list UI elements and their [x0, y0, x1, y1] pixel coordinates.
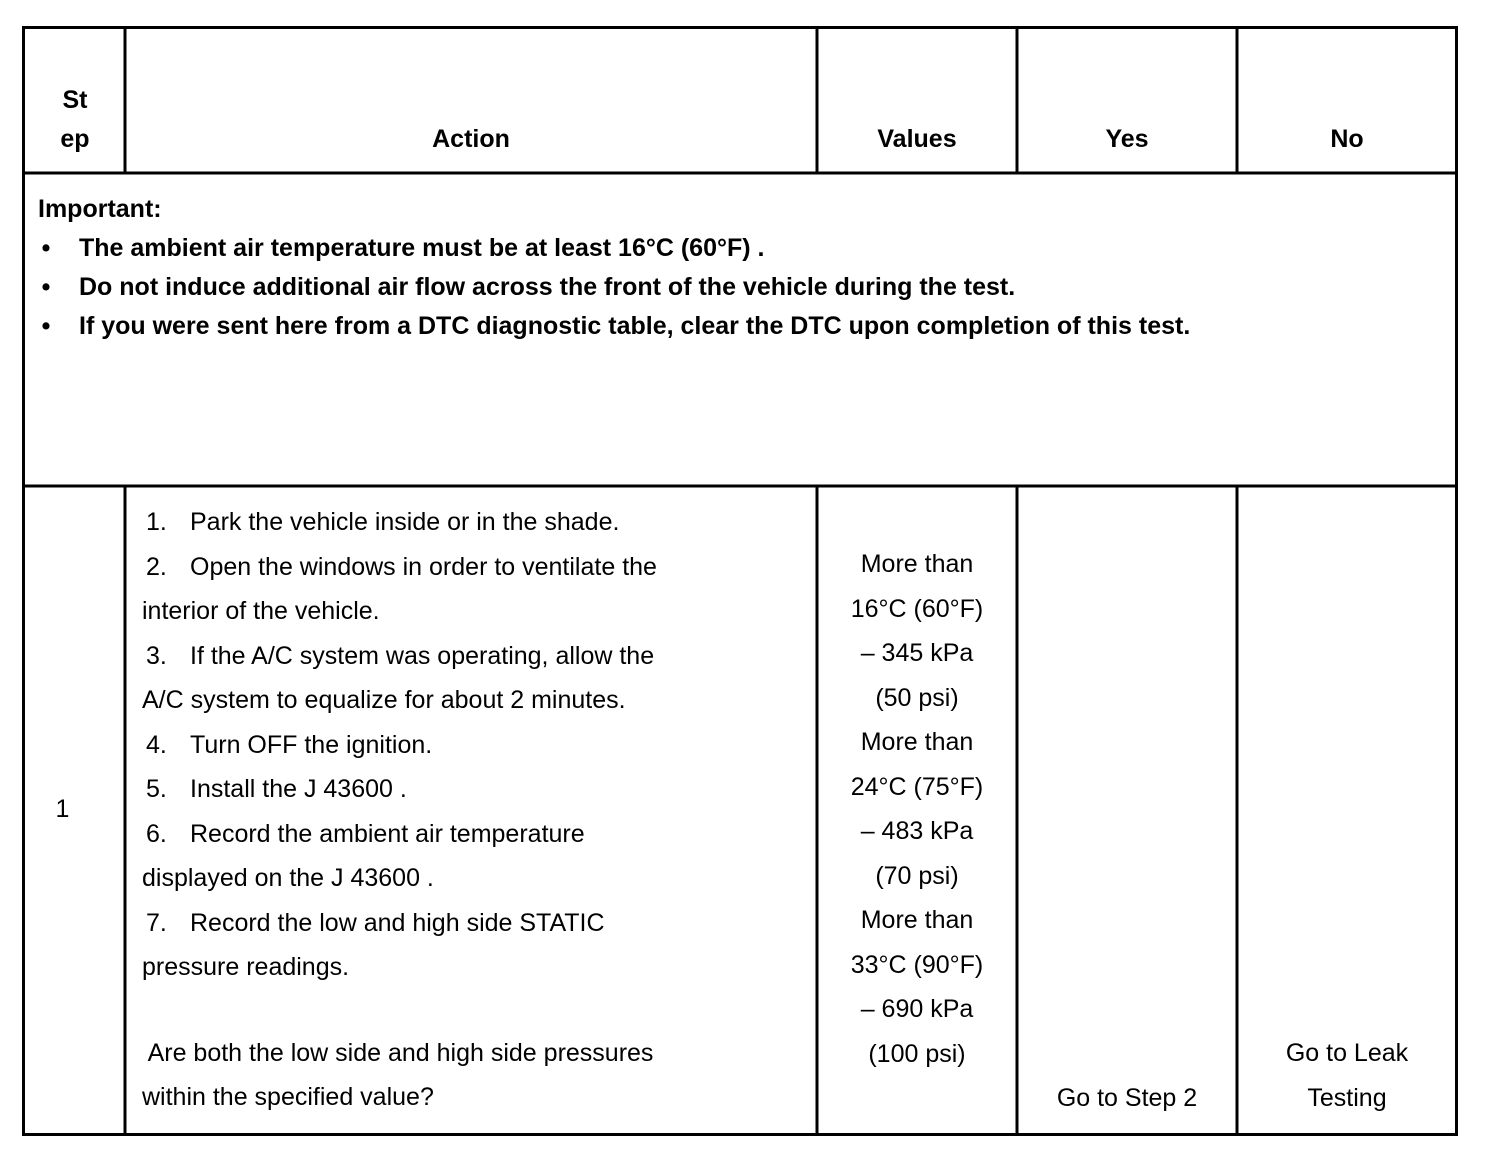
action-line-text: interior of the vehicle. [142, 597, 380, 625]
action-line-text: Install the J 43600 . [190, 775, 407, 803]
action-line [142, 856, 807, 901]
important-bullet-text: If you were sent here from a DTC diagnostic table, clear the DTC upon completion of this test. [79, 312, 1191, 340]
header-action: Action [432, 125, 510, 153]
action-line [142, 678, 807, 723]
value-line: – 483 kPa [860, 817, 974, 845]
action-line-text: A/C system to equalize for about 2 minutes. [142, 686, 626, 714]
step-no-line: Go to Leak [1285, 1039, 1409, 1067]
bullet-icon: • [41, 234, 51, 262]
action-line-text: If the A/C system was operating, allow the [190, 641, 655, 670]
action-line [142, 901, 807, 946]
action-line-text: pressure readings. [142, 953, 350, 981]
step-values [818, 542, 1016, 1076]
action-line-text: Record the low and high side STATIC [190, 908, 605, 937]
action-line-text: Record the ambient air temperature [190, 819, 585, 848]
step-action [142, 500, 807, 1120]
action-line-number: 6. [146, 819, 167, 848]
action-line-number: 5. [146, 775, 167, 803]
important-title: Important: [38, 195, 162, 223]
action-line-text: Park the vehicle inside or in the shade. [190, 508, 620, 536]
action-line-text: Turn OFF the ignition. [190, 730, 433, 759]
header-step [25, 81, 125, 159]
action-spacer [142, 990, 807, 1031]
important-note [38, 190, 1438, 346]
important-bullet [38, 268, 1438, 307]
action-line [142, 723, 807, 768]
step-no [1238, 1031, 1456, 1120]
action-question-line: within the specified value? [142, 1083, 434, 1111]
action-line [142, 812, 807, 857]
value-line: More than [860, 550, 974, 578]
important-bullet [38, 229, 1438, 268]
value-line: (50 psi) [875, 683, 959, 712]
action-line-text: displayed on the J 43600 . [142, 864, 434, 892]
action-line [142, 634, 807, 679]
header-no: No [1330, 125, 1364, 153]
bullet-icon: • [41, 312, 51, 340]
important-bullet-text: Do not induce additional air flow across the front of the vehicle during the test. [79, 273, 1016, 301]
value-line: 33°C (90°F) [850, 950, 984, 979]
step-no-line: Testing [1307, 1083, 1387, 1112]
header-values: Values [877, 125, 957, 153]
value-line: 24°C (75°F) [850, 772, 984, 801]
value-line: More than [860, 906, 974, 934]
step-number: 1 [55, 795, 70, 823]
value-line: 16°C (60°F) [850, 594, 984, 623]
action-line-text: Open the windows in order to ventilate the [190, 552, 657, 581]
action-line-number: 2. [146, 552, 167, 581]
value-line: (100 psi) [868, 1039, 966, 1068]
action-line [142, 589, 807, 634]
action-question-line: Are both the low side and high side pressures [142, 1038, 654, 1067]
action-line [142, 500, 807, 545]
value-line: (70 psi) [875, 861, 959, 890]
value-line: – 345 kPa [860, 639, 974, 667]
value-line: – 690 kPa [860, 995, 974, 1023]
important-bullet-text: The ambient air temperature must be at least 16°C (60°F) . [79, 234, 765, 262]
important-bullet [38, 307, 1438, 346]
action-line-number: 3. [146, 641, 167, 670]
action-line-number: 1. [146, 508, 167, 536]
action-line-number: 7. [146, 908, 167, 937]
value-line: More than [860, 728, 974, 756]
step-yes: Go to Step 2 [1056, 1084, 1198, 1112]
action-line [142, 545, 807, 590]
header-yes: Yes [1105, 125, 1149, 153]
header-step-line1: St [62, 86, 88, 114]
action-line [142, 767, 807, 812]
header-step-line2: ep [60, 125, 90, 153]
action-line [142, 945, 807, 990]
action-line-number: 4. [146, 730, 167, 759]
bullet-icon: • [41, 273, 51, 301]
